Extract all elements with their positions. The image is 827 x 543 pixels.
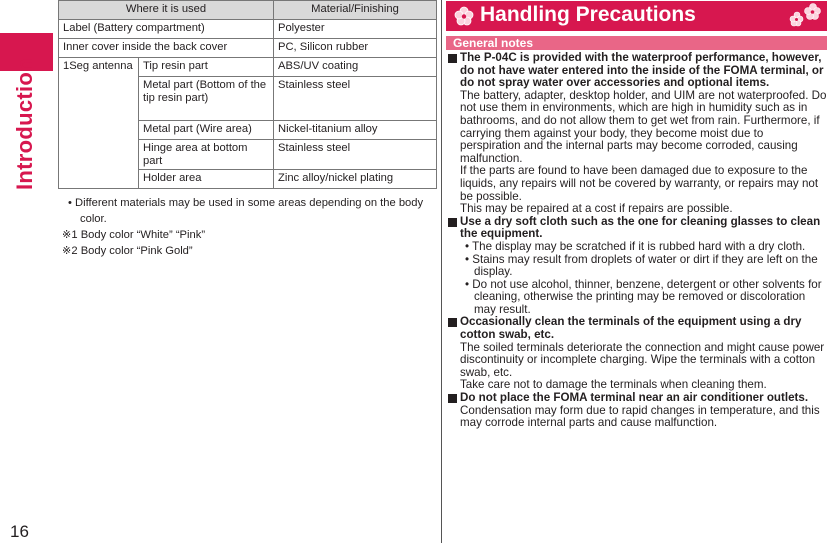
table-cell: Zinc alloy/nickel plating xyxy=(274,170,437,189)
note-bullet: • Different materials may be used in some areas depending on the body color. xyxy=(68,197,424,225)
body-text: Take care not to damage the terminals when cleaning them. xyxy=(460,378,767,392)
precaution-heading: Occasionally clean the terminals of the equipment using a dry cotton swab, etc. xyxy=(460,315,802,342)
precaution-body xyxy=(446,241,827,317)
square-bullet-icon xyxy=(448,318,457,327)
table-cell: ABS/UV coating xyxy=(274,58,437,77)
precaution-heading: Use a dry soft cloth such as the one for cleaning glasses to clean the equipment. xyxy=(460,214,821,241)
table-notes xyxy=(62,195,432,259)
body-text: This may be repaired at a cost if repairs are possible. xyxy=(460,202,733,216)
subheading: General notes xyxy=(453,36,534,50)
subheading-bar xyxy=(446,36,827,50)
precaution-item xyxy=(446,316,827,341)
bullet-text: • The display may be scratched if it is rubbed hard with a dry cloth. xyxy=(465,239,806,253)
table-group-cell: 1Seg antenna xyxy=(59,58,139,189)
table-cell: Metal part (Wire area) xyxy=(139,121,274,140)
precautions-content xyxy=(446,52,827,430)
column-divider xyxy=(441,0,442,543)
body-text: Condensation may form due to rapid changes in temperature, and this may corrode internal parts and cause malfunction. xyxy=(460,403,820,430)
precaution-heading: The P-04C is provided with the waterproof performance, however, do not have water entered into the inside of the FOMA terminal, or do not spray water over accessories and optional items. xyxy=(460,51,824,90)
table-row xyxy=(59,20,437,39)
table-header-row xyxy=(59,1,437,20)
precaution-body xyxy=(446,342,827,392)
square-bullet-icon xyxy=(448,54,457,63)
body-text: The battery, adapter, desktop holder, and UIM are not waterproofed. Do not use them in environments, which are high in humidity such as in bathrooms, and do not allow them to get wet from rain. Furthermore, if carrying them against your body, they become moist due to perspiration and the internal parts may become corroded, causing malfunction. xyxy=(460,88,827,165)
table-header: Material/Finishing xyxy=(274,1,437,20)
precaution-item xyxy=(446,392,827,405)
footnote: ※1 Body color “White” “Pink” xyxy=(62,229,206,241)
table-cell: Hinge area at bottom part xyxy=(139,140,274,170)
table-cell: Nickel-titanium alloy xyxy=(274,121,437,140)
table-header: Where it is used xyxy=(59,1,274,20)
table-cell: PC, Silicon rubber xyxy=(274,39,437,58)
footnote: ※2 Body color “Pink Gold” xyxy=(62,245,193,257)
table-cell: Stainless steel xyxy=(274,140,437,170)
table-cell: Holder area xyxy=(139,170,274,189)
section-label: Introduction xyxy=(12,58,37,190)
flowers-decoration-icon xyxy=(783,2,823,30)
table-cell: Stainless steel xyxy=(274,77,437,121)
table-cell: Inner cover inside the back cover xyxy=(59,39,274,58)
precaution-heading: Do not place the FOMA terminal near an air conditioner outlets. xyxy=(460,391,809,405)
precaution-item xyxy=(446,52,827,90)
section-title: Handling Precautions xyxy=(480,3,696,26)
table-cell: Tip resin part xyxy=(139,58,274,77)
square-bullet-icon xyxy=(448,218,457,227)
page-number: 16 xyxy=(10,522,29,541)
precaution-body xyxy=(446,90,827,216)
table-row xyxy=(59,58,437,77)
table-cell: Metal part (Bottom of the tip resin part) xyxy=(139,77,274,121)
section-title-bar xyxy=(446,1,827,31)
table-cell: Label (Battery compartment) xyxy=(59,20,274,39)
materials-table xyxy=(58,0,437,189)
square-bullet-icon xyxy=(448,394,457,403)
body-text: If the parts are found to have been damaged due to exposure to the liquids, any repairs will not be covered by warranty, or repairs may not be possible. xyxy=(460,164,819,203)
precaution-body xyxy=(446,405,827,430)
flower-icon xyxy=(454,6,474,26)
bullet-text: • Stains may result from droplets of water or dirt if they are left on the display. xyxy=(465,252,818,279)
body-text: The soiled terminals deteriorate the connection and might cause power discontinuity or incomplete charging. Wipe the terminals with a cotton swab, etc. xyxy=(460,340,825,379)
precaution-item xyxy=(446,216,827,241)
bullet-text: • Do not use alcohol, thinner, benzene, detergent or other solvents for cleaning, otherwise the printing may be removed or discoloration may result. xyxy=(465,277,822,316)
table-row xyxy=(59,39,437,58)
table-cell: Polyester xyxy=(274,20,437,39)
